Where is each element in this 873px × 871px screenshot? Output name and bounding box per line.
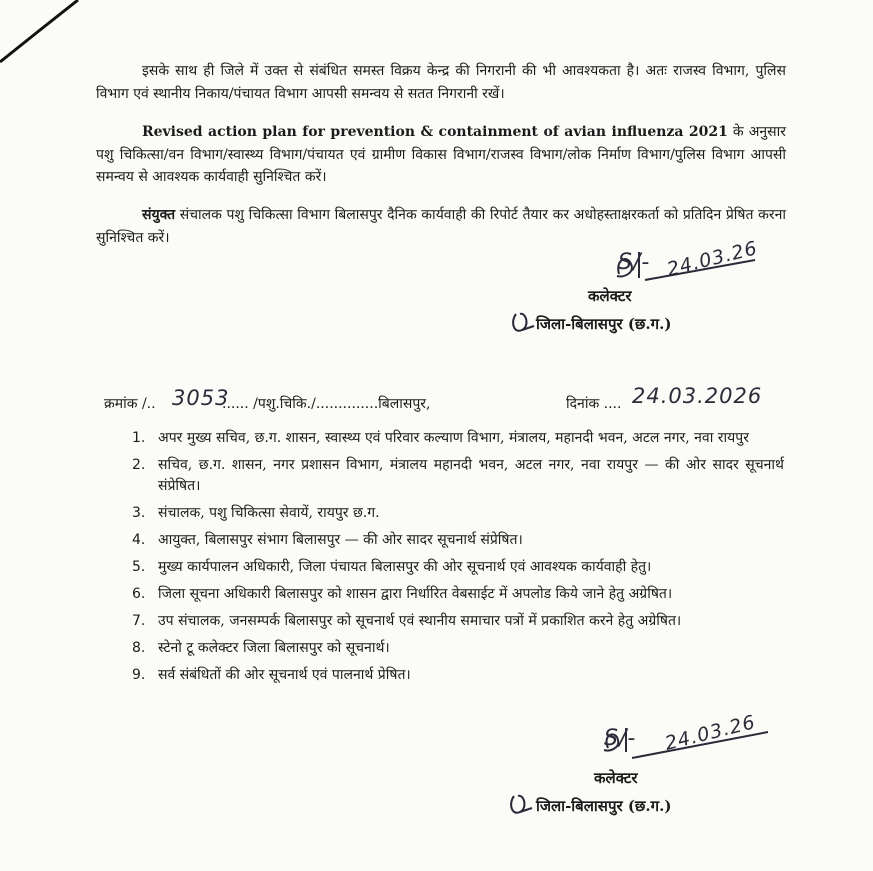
list-item-number: 6.: [132, 586, 146, 602]
list-item-number: 9.: [132, 667, 146, 683]
list-item: [132, 503, 784, 524]
reference-date: 24.03.2026: [632, 384, 763, 408]
list-item-text: संचालक, पशु चिकित्सा सेवायें, रायपुर छ.ग.: [158, 505, 380, 521]
daily-report-bold: संयुक्त: [142, 207, 176, 223]
reference-number: 3053: [172, 386, 230, 410]
list-item-text: सर्व संबंधितों की ओर सूचनार्थ एवं पालनार्थ प्रेषित।: [158, 667, 411, 683]
list-item-number: 7.: [132, 613, 146, 629]
list-item: [132, 428, 784, 449]
list-item-text: आयुक्त, बिलासपुर संभाग बिलासपुर — की ओर सादर सूचनार्थ संप्रेषित।: [158, 532, 523, 548]
list-item-number: 1.: [132, 430, 146, 446]
signature-1-title: कलेक्टर: [588, 287, 632, 305]
list-item-text: मुख्य कार्यपालन अधिकारी, जिला पंचायत बिलासपुर की ओर सूचनार्थ एवं आवश्यक कार्यवाही हेतु।: [158, 559, 652, 575]
signature-2-initial-icon: [508, 790, 534, 818]
signature-2-office: जिला-बिलासपुर (छ.ग.): [536, 797, 672, 815]
paragraph-action-plan: [96, 121, 786, 189]
list-item-number: 2.: [132, 457, 146, 473]
list-item-text: जिला सूचना अधिकारी बिलासपुर को शासन द्वारा निर्धारित वेबसाईट में अपलोड किये जाने हेतु अग्रेषित।: [158, 586, 673, 602]
list-item-text: सचिव, छ.ग. शासन, नगर प्रशासन विभाग, मंत्रालय महानदी भवन, अटल नगर, नवा रायपुर — की ओर सादर सूचनार्थ संप्रेषित।: [158, 457, 784, 494]
dinank-label: दिनांक ....: [566, 396, 622, 412]
kramank-label: क्रमांक /..: [104, 396, 156, 412]
signature-1-initial-icon: [510, 308, 536, 336]
list-item: [132, 611, 784, 632]
reference-middle: ...... /पशु.चिकि./..............बिलासपुर,: [222, 396, 431, 412]
distribution-list: [132, 428, 784, 692]
list-item-number: 5.: [132, 559, 146, 575]
list-item-text: स्टेनो टू कलेक्टर जिला बिलासपुर को सूचनार्थ।: [158, 640, 390, 656]
list-item: [132, 557, 784, 578]
paragraph-monitoring-text: इसके साथ ही जिले में उक्त से संबंधित समस्त विक्रय केन्द्र की निगरानी की भी आवश्यकता है। अतः राजस्व विभाग, पुलिस विभाग एवं स्थानीय निकाय/पंचायत विभाग आपसी समन्वय से सतत निगरानी रखें।: [96, 63, 786, 102]
list-item: [132, 530, 784, 551]
list-item-text: उप संचालक, जनसम्पर्क बिलासपुर को सूचनार्थ एवं स्थानीय समाचार पत्रों में प्रकाशित करने हेतु अग्रेषित।: [158, 613, 682, 629]
list-item-number: 8.: [132, 640, 146, 656]
list-item: [132, 584, 784, 605]
list-item: [132, 638, 784, 659]
reference-line: [104, 386, 784, 414]
list-item: [132, 455, 784, 497]
paragraph-monitoring: [96, 60, 786, 105]
list-item-number: 4.: [132, 532, 146, 548]
signature-1-office: जिला-बिलासपुर (छ.ग.): [536, 315, 672, 333]
signature-2-date: 24.03.26: [662, 711, 758, 755]
list-item: [132, 665, 784, 686]
signature-1-mark: S/-: [618, 250, 651, 275]
daily-report-text: संचालक पशु चिकित्सा विभाग बिलासपुर दैनिक कार्यवाही की रिपोर्ट तैयार कर अधोहस्ताक्षरकर्ता को प्रतिदिन प्रेषित करना सुनिश्चित करें।: [96, 207, 786, 246]
signature-2-title: कलेक्टर: [594, 769, 638, 787]
list-item-number: 3.: [132, 505, 146, 521]
signature-2-mark: S/-: [604, 726, 637, 751]
action-plan-text: के अनुसार पशु चिकित्सा/वन विभाग/स्वास्थ्य विभाग/पंचायत एवं ग्रामीण विकास विभाग/राजस्व विभाग/लोक निर्माण विभाग/पुलिस विभाग आपसी समन्वय से आवश्यक कार्यवाही सुनिश्चित करें।: [96, 124, 786, 185]
action-plan-title: Revised action plan for prevention & containment of avian influenza 2021: [142, 124, 728, 140]
list-item-text: अपर मुख्य सचिव, छ.ग. शासन, स्वास्थ्य एवं परिवार कल्याण विभाग, मंत्रालय, महानदी भवन, अटल नगर, नवा रायपुर: [158, 430, 749, 446]
signature-1-date: 24.03.26: [664, 237, 760, 281]
